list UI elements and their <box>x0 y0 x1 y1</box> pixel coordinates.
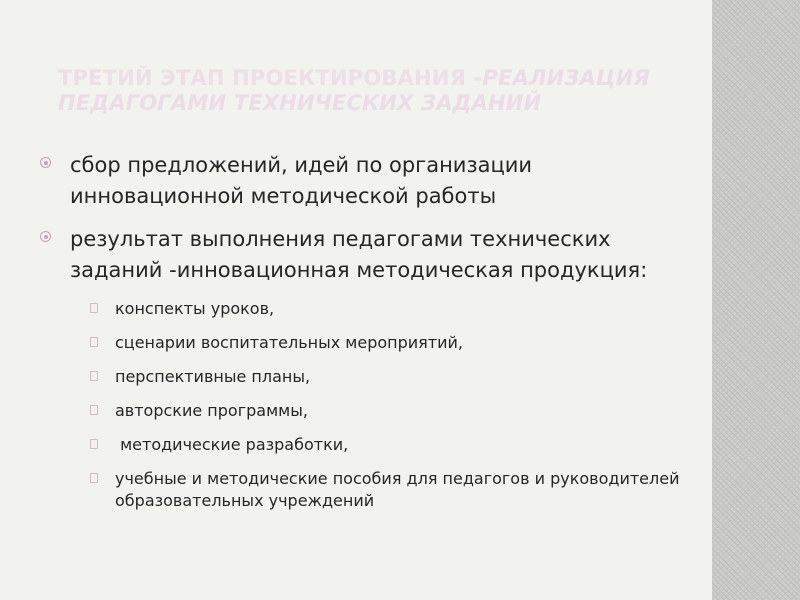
sub-list-item-text: авторские программы, <box>115 401 308 420</box>
sub-bullet-list <box>40 298 690 512</box>
bullet-list <box>40 150 690 524</box>
list-item <box>40 224 690 286</box>
sub-list-item <box>40 434 690 456</box>
sub-list-item <box>40 298 690 320</box>
square-bullet-icon <box>90 405 98 415</box>
list-item-text: результат выполнения педагогами технических заданий -инновационная методическая продукция: <box>70 227 648 282</box>
sub-list-item-text: сценарии воспитательных мероприятий, <box>115 333 464 352</box>
square-bullet-icon <box>90 337 98 347</box>
sub-list-item <box>40 332 690 354</box>
sub-list-item-text: методические разработки, <box>115 435 349 454</box>
sub-list-item-text: учебные и методические пособия для педагогов и руководителей образовательных учреждений <box>115 469 680 510</box>
square-bullet-icon <box>90 371 98 381</box>
sub-list-item <box>40 366 690 388</box>
square-bullet-icon <box>90 473 98 483</box>
list-item-text: сбор предложений, идей по организации инновационной методической работы <box>70 153 533 208</box>
square-bullet-icon <box>90 439 98 449</box>
ring-bullet-icon <box>40 157 51 168</box>
sub-list-item-text: перспективные планы, <box>115 367 311 386</box>
sub-list-item-text: конспекты уроков, <box>115 299 275 318</box>
sub-list-item <box>40 468 690 512</box>
title-accent: РЕАЛИЗАЦИЯ ПЕДАГОГАМИ ТЕХНИЧЕСКИХ ЗАДАНИЙ <box>58 66 650 115</box>
ring-bullet-icon <box>40 231 51 242</box>
title-main: ТРЕТИЙ ЭТАП ПРОЕКТИРОВАНИЯ - <box>58 66 483 90</box>
square-bullet-icon <box>90 303 98 313</box>
sub-list-item <box>40 400 690 422</box>
decorative-side-band <box>712 0 800 600</box>
list-item <box>40 150 690 212</box>
slide-title <box>58 66 698 116</box>
